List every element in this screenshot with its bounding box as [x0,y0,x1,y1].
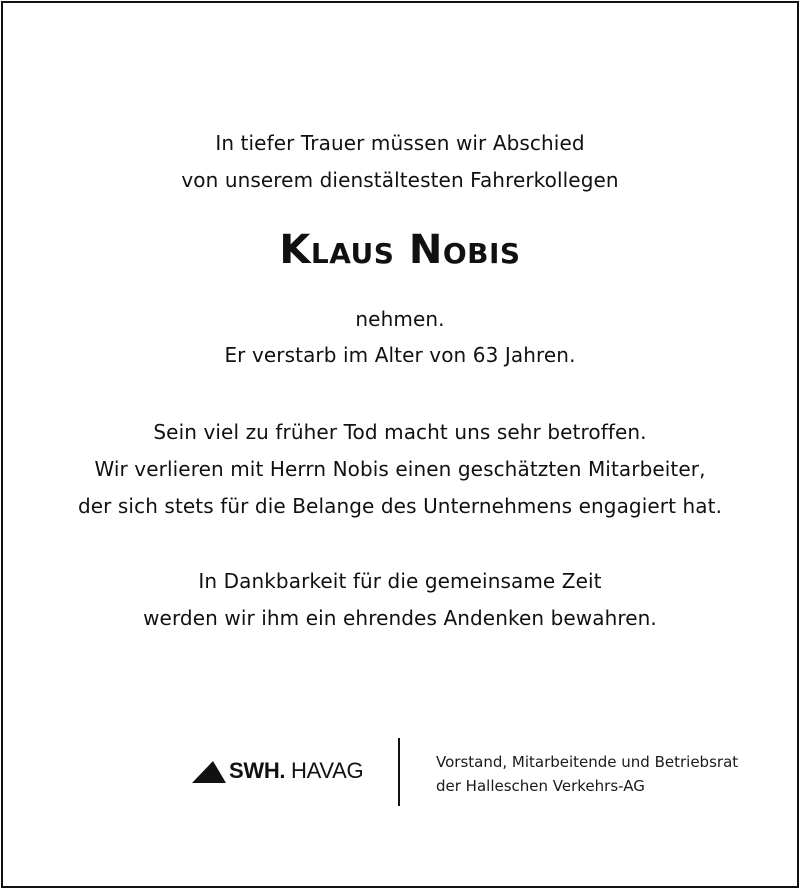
tribute-line-3: der sich stets für die Belange des Unternehmens engagiert hat. [77,494,723,518]
tribute-line-1: Sein viel zu früher Tod macht uns sehr betroffen. [153,420,647,444]
intro-line-1: In tiefer Trauer müssen wir Abschied [215,131,585,155]
logo-brand-regular: HAVAG [285,758,364,783]
logo-brand-bold: SWH. [229,758,286,783]
sender-block [436,750,738,798]
after-name-line-2: Er verstarb im Alter von 63 Jahren. [224,343,576,367]
sender-line-2: der Halleschen Verkehrs-AG [436,777,645,795]
deceased-name: Klaus Nobis [279,227,521,273]
triangle-mark-icon [192,759,226,783]
footer-divider [398,738,400,806]
sender-line-1: Vorstand, Mitarbeitende und Betriebsrat [436,753,739,771]
swh-havag-logo [192,757,363,785]
logo-wordmark [229,757,363,785]
after-name-line-1: nehmen. [355,307,445,331]
closing-line-1: In Dankbarkeit für die gemeinsame Zeit [198,569,602,593]
tribute-line-2: Wir verlieren mit Herrn Nobis einen geschätzten Mitarbeiter, [94,457,706,481]
intro-line-2: von unserem dienstältesten Fahrerkollegen [181,168,619,192]
closing-line-2: werden wir ihm ein ehrendes Andenken bewahren. [143,606,657,630]
